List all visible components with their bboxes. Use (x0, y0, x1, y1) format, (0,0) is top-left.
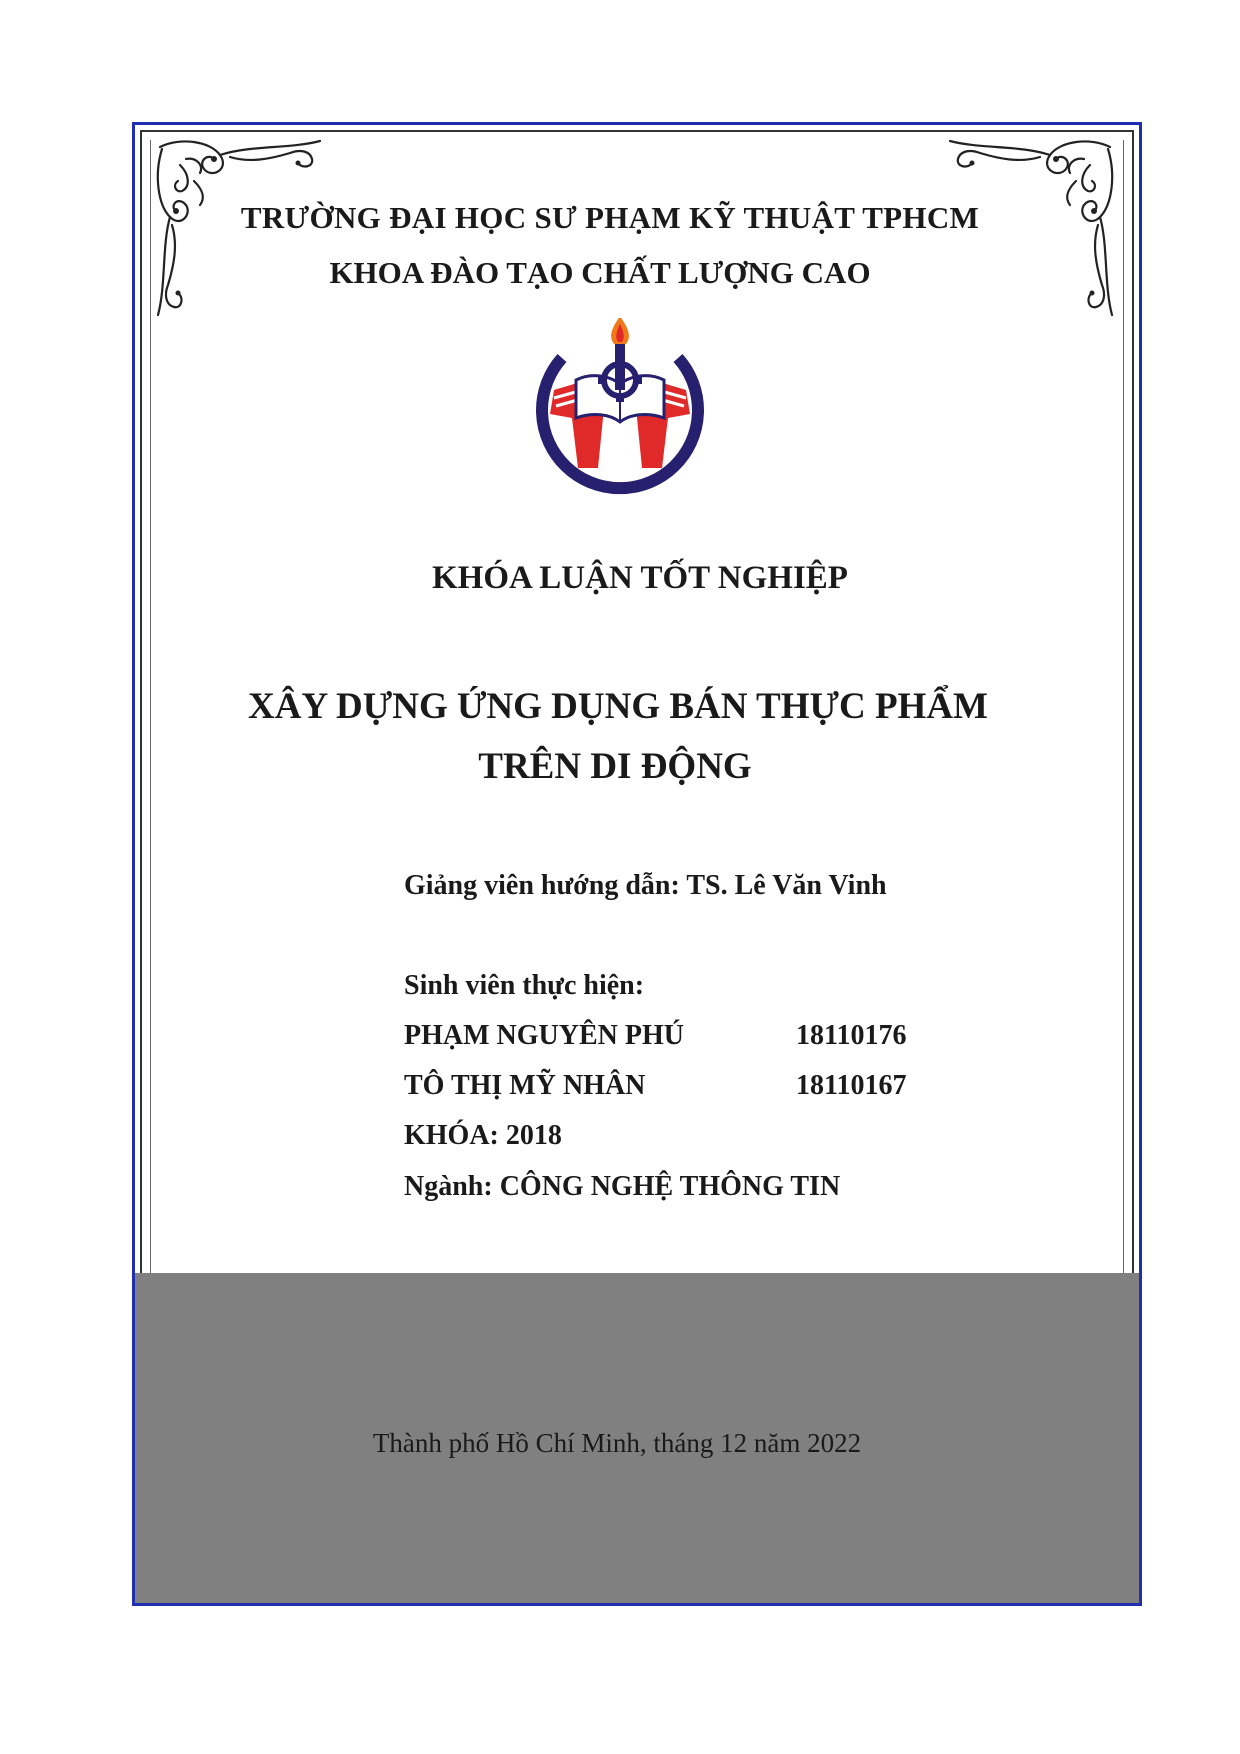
university-logo-icon (532, 318, 708, 500)
advisor-name: TS. Lê Văn Vinh (686, 870, 887, 901)
thesis-type: KHÓA LUẬN TỐT NGHIỆP (432, 560, 848, 596)
student-id: 18110176 (796, 1020, 907, 1051)
major-value: CÔNG NGHỆ THÔNG TIN (499, 1171, 841, 1202)
advisor-line (404, 870, 887, 902)
place-date: Thành phố Hồ Chí Minh, tháng 12 năm 2022 (372, 1428, 862, 1458)
student-id: 18110167 (796, 1070, 907, 1101)
thesis-title-line-2: TRÊN DI ĐỘNG (478, 746, 752, 787)
corner-ornament-icon (910, 135, 1120, 345)
student-name: TÔ THỊ MỸ NHÂN (404, 1070, 646, 1101)
corner-ornament-icon (150, 135, 360, 345)
thesis-title-line-1: XÂY DỰNG ỨNG DỤNG BÁN THỰC PHẨM (248, 686, 988, 727)
student-row (404, 1070, 907, 1102)
students-label: Sinh viên thực hiện: (404, 970, 645, 1001)
advisor-label: Giảng viên hướng dẫn: (404, 870, 680, 901)
faculty-name: KHOA ĐÀO TẠO CHẤT LƯỢNG CAO (329, 255, 871, 290)
major-label: Ngành: (404, 1171, 493, 1202)
student-name: PHẠM NGUYÊN PHÚ (404, 1020, 684, 1051)
school-name: TRƯỜNG ĐẠI HỌC SƯ PHẠM KỸ THUẬT TPHCM (240, 200, 980, 235)
cohort-line (404, 1120, 562, 1152)
cohort-value: 2018 (505, 1120, 562, 1151)
major-line (404, 1171, 840, 1203)
student-row (404, 1020, 907, 1052)
cohort-label: KHÓA: (404, 1120, 499, 1151)
